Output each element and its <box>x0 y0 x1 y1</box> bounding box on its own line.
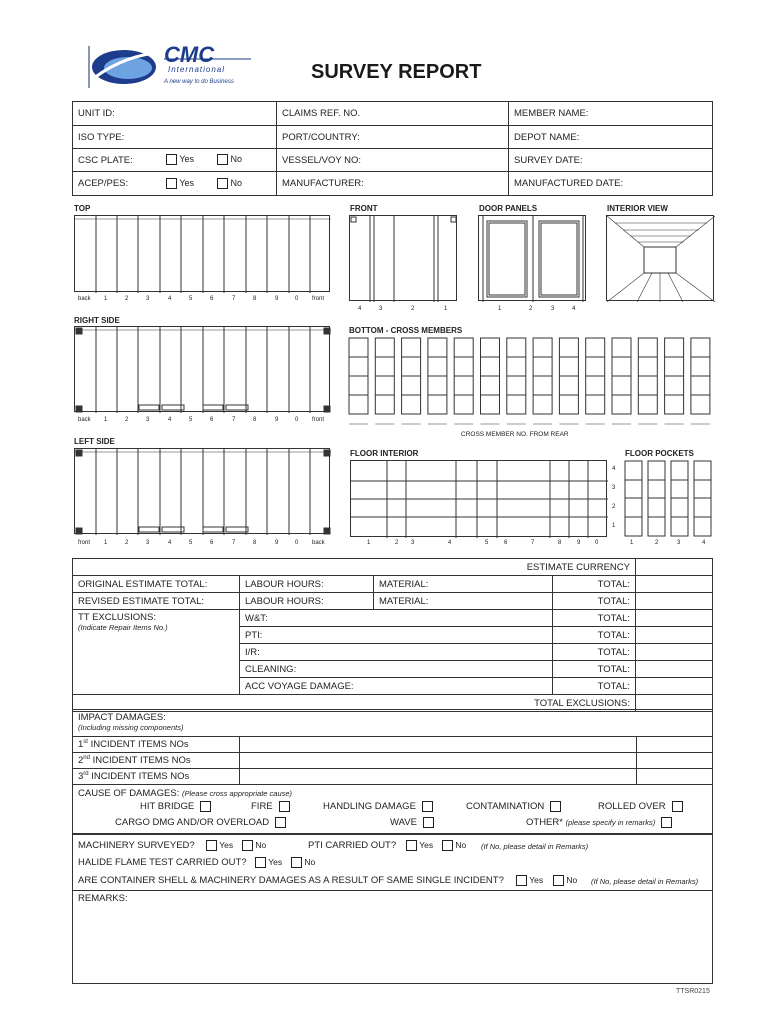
position-number: 0 <box>595 540 599 546</box>
pti-field[interactable]: PTI: <box>240 627 553 644</box>
total-exclusions-label: TOTAL EXCLUSIONS: <box>73 695 636 712</box>
wave-checkbox[interactable] <box>423 817 434 828</box>
interior-view-diagram[interactable] <box>606 215 714 301</box>
position-number: 5 <box>189 540 193 546</box>
machinery-no-checkbox[interactable] <box>242 840 253 851</box>
shell-question: ARE CONTAINER SHELL & MACHINERY DAMAGES AS A RESULT OF SAME SINGLE INCIDENT? <box>78 875 504 886</box>
position-number: 4 <box>168 417 172 423</box>
survey-date-field[interactable]: SURVEY DATE: <box>509 149 713 172</box>
position-number: 9 <box>275 540 279 546</box>
position-number: front <box>312 296 325 302</box>
right-side-label: RIGHT SIDE <box>74 316 120 325</box>
position-number: 3 <box>677 540 681 546</box>
pti-no-checkbox[interactable] <box>442 840 453 851</box>
csc-plate-field: CSC PLATE: Yes No <box>73 149 277 172</box>
csc-no-checkbox[interactable] <box>217 154 228 165</box>
door-panels-diagram[interactable] <box>478 215 586 301</box>
incident-1-value[interactable] <box>637 737 713 753</box>
front-diagram[interactable] <box>349 215 457 301</box>
position-number: 8 <box>253 540 257 546</box>
interior-view-label: INTERIOR VIEW <box>607 204 668 213</box>
original-total-label: TOTAL: <box>553 576 636 593</box>
logo-tagline: A new way to do Business <box>164 79 234 85</box>
incident-2-field[interactable] <box>240 753 637 769</box>
position-number: 9 <box>275 417 279 423</box>
right-side-diagram[interactable] <box>74 326 330 412</box>
position-number: 7 <box>531 540 535 546</box>
row-number: 1 <box>612 523 616 529</box>
impact-note: (Including missing components) <box>78 723 184 732</box>
cleaning-field[interactable]: CLEANING: <box>240 661 553 678</box>
door-numbers <box>478 306 586 314</box>
floor-pockets-diagram[interactable] <box>624 460 714 537</box>
floor-interior-label: FLOOR INTERIOR <box>350 449 419 458</box>
cleaning-total-value[interactable] <box>636 661 713 678</box>
machinery-question: MACHINERY SURVEYED? <box>78 840 195 851</box>
position-number: 3 <box>146 417 150 423</box>
position-number: 7 <box>232 540 236 546</box>
position-number: 2 <box>125 540 129 546</box>
position-number: 5 <box>485 540 489 546</box>
position-number: 2 <box>529 306 533 312</box>
contamination-checkbox[interactable] <box>550 801 561 812</box>
position-number: 3 <box>411 540 415 546</box>
original-total-value[interactable] <box>636 576 713 593</box>
manufacturer-field[interactable]: MANUFACTURER: <box>277 172 509 196</box>
position-number: 4 <box>168 540 172 546</box>
left-side-label: LEFT SIDE <box>74 437 115 446</box>
acep-yes-checkbox[interactable] <box>166 178 177 189</box>
position-number: 4 <box>572 306 576 312</box>
front-numbers <box>349 306 457 314</box>
ir-total-value[interactable] <box>636 644 713 661</box>
pocket-numbers <box>624 540 714 548</box>
row-number: 4 <box>612 466 616 472</box>
row-number: 2 <box>612 504 616 510</box>
estimate-currency-value[interactable] <box>636 559 713 576</box>
vessel-voy-field[interactable]: VESSEL/VOY NO: <box>277 149 509 172</box>
cargo-dmg-checkbox[interactable] <box>275 817 286 828</box>
position-number: back <box>312 540 325 546</box>
position-number: 1 <box>104 540 108 546</box>
left-side-numbers <box>74 540 330 548</box>
corner-casting <box>76 406 82 412</box>
pti-note: (If No, please detail in Remarks) <box>481 842 589 851</box>
position-number: 6 <box>210 296 214 302</box>
corner-casting <box>324 406 330 412</box>
incident-2-label: 2nd INCIDENT ITEMS NOs <box>73 753 240 769</box>
forklift-pocket <box>226 405 248 410</box>
revised-total-label: TOTAL: <box>553 593 636 610</box>
halide-question: HALIDE FLAME TEST CARRIED OUT? <box>78 857 247 868</box>
forklift-pocket <box>203 405 223 410</box>
position-number: 2 <box>655 540 659 546</box>
halide-yes-checkbox[interactable] <box>255 857 266 868</box>
claims-ref-field[interactable]: CLAIMS REF. NO. <box>277 102 509 126</box>
left-side-diagram[interactable] <box>74 448 330 534</box>
pti-question: PTI CARRIED OUT? <box>308 840 397 851</box>
corner-casting <box>76 528 82 534</box>
position-number: 0 <box>295 417 299 423</box>
position-number: front <box>78 540 91 546</box>
acc-voyage-total-value[interactable] <box>636 678 713 695</box>
estimate-currency-label: ESTIMATE CURRENCY <box>73 559 636 576</box>
shell-yes-checkbox[interactable] <box>516 875 527 886</box>
hit-bridge-checkbox[interactable] <box>200 801 211 812</box>
handling-damage-checkbox[interactable] <box>422 801 433 812</box>
wt-total-value[interactable] <box>636 610 713 627</box>
corner-casting <box>324 328 330 334</box>
forklift-pocket <box>226 527 248 532</box>
position-number: 1 <box>104 296 108 302</box>
position-number: back <box>78 296 91 302</box>
page-title: SURVEY REPORT <box>311 61 482 83</box>
shell-note: (If No, please detail in Remarks) <box>591 877 699 886</box>
position-number: 9 <box>275 296 279 302</box>
position-number: 3 <box>146 540 150 546</box>
corner-casting <box>324 528 330 534</box>
corner-casting <box>76 328 82 334</box>
floor-interior-diagram[interactable] <box>350 460 607 537</box>
ir-field[interactable]: I/R: <box>240 644 553 661</box>
floor-row-numbers <box>610 460 620 537</box>
remarks-field[interactable] <box>72 891 713 984</box>
top-label: TOP <box>74 204 91 213</box>
top-diagram[interactable] <box>74 215 330 292</box>
position-number: 7 <box>232 417 236 423</box>
front-label: FRONT <box>350 204 378 213</box>
position-number: 5 <box>189 296 193 302</box>
company-logo <box>86 44 256 90</box>
original-labour-field[interactable]: LABOUR HOURS: <box>240 576 374 593</box>
incident-1-label: 1st INCIDENT ITEMS NOs <box>73 737 240 753</box>
halide-no-checkbox[interactable] <box>291 857 302 868</box>
position-number: 2 <box>411 306 415 312</box>
position-number: 1 <box>367 540 371 546</box>
fire-checkbox[interactable] <box>279 801 290 812</box>
tt-exclusions-cell: TT EXCLUSIONS: (Indicate Repair Items No.) <box>73 610 240 695</box>
questions-section: MACHINERY SURVEYED? Yes No PTI CARRIED OUT? Yes No (If No, please detail in Remarks) HALIDE FLAME TEST CARRIED OUT? Yes No ARE CONTAINER SHELL & MACHINERY DAMAGES AS A RESULT OF SAME SINGLE INCIDENT? Yes No (If No, please detail in Remarks) <box>72 834 713 891</box>
right-side-numbers <box>74 417 330 425</box>
position-number: 8 <box>253 296 257 302</box>
position-number: 1 <box>498 306 502 312</box>
door-panels-label: DOOR PANELS <box>479 204 538 213</box>
position-number: front <box>312 417 325 423</box>
position-number: 1 <box>104 417 108 423</box>
forklift-pocket <box>139 527 159 532</box>
position-number: 2 <box>125 296 129 302</box>
acc-voyage-field[interactable]: ACC VOYAGE DAMAGE: <box>240 678 553 695</box>
estimate-table: ESTIMATE CURRENCY ORIGINAL ESTIMATE TOTAL: LABOUR HOURS: MATERIAL: TOTAL: REVISED ESTIMATE TOTAL: LABOUR HOURS: MATERIAL: TOTAL: TT EXCLUSIONS: (Indicate Repair Items No.) W&T: TOTAL: PTI: TOTAL: I/R: TOTAL: CLEANING: TOTAL: ACC VOYAGE DAMAGE: TOTAL: TOTAL EXCLUSIONS: <box>72 558 713 712</box>
corner-casting <box>76 450 82 456</box>
position-number: 2 <box>125 417 129 423</box>
position-number: 3 <box>551 306 555 312</box>
csc-yes-checkbox[interactable] <box>166 154 177 165</box>
incident-1-field[interactable] <box>240 737 637 753</box>
bottom-cross-members-diagram[interactable] <box>348 337 714 427</box>
wt-field[interactable]: W&T: <box>240 610 553 627</box>
top-numbers <box>74 296 330 304</box>
cross-member-note: CROSS MEMBER NO. FROM REAR <box>461 431 569 438</box>
original-estimate-label: ORIGINAL ESTIMATE TOTAL: <box>73 576 240 593</box>
acep-pes-field: ACEP/PES: Yes No <box>73 172 277 196</box>
incident-3-label: 3rd INCIDENT ITEMS NOs <box>73 769 240 785</box>
machinery-yes-checkbox[interactable] <box>206 840 217 851</box>
logo-sub: International <box>168 65 226 74</box>
iso-type-field[interactable]: ISO TYPE: <box>73 126 277 149</box>
position-number: 9 <box>577 540 581 546</box>
incident-3-value[interactable] <box>637 769 713 785</box>
position-number: 4 <box>168 296 172 302</box>
cause-note: (Please cross appropriate cause) <box>182 789 293 798</box>
corner-casting <box>324 450 330 456</box>
revised-total-value[interactable] <box>636 593 713 610</box>
position-number: 7 <box>232 296 236 302</box>
bottom-label: BOTTOM - CROSS MEMBERS <box>349 326 463 335</box>
port-country-field[interactable]: PORT/COUNTRY: <box>277 126 509 149</box>
revised-material-field[interactable]: MATERIAL: <box>374 593 553 610</box>
position-number: 8 <box>253 417 257 423</box>
manufactured-date-field[interactable]: MANUFACTURED DATE: <box>509 172 713 196</box>
forklift-pocket <box>203 527 223 532</box>
shell-no-checkbox[interactable] <box>553 875 564 886</box>
pti-yes-checkbox[interactable] <box>406 840 417 851</box>
position-number: 4 <box>358 306 362 312</box>
row-number: 3 <box>612 485 616 491</box>
original-material-field[interactable]: MATERIAL: <box>374 576 553 593</box>
impact-damages-cell: IMPACT DAMAGES: (Including missing components) <box>73 710 713 737</box>
acep-no-checkbox[interactable] <box>217 178 228 189</box>
position-number: 1 <box>444 306 448 312</box>
impact-table <box>72 709 713 785</box>
member-name-field[interactable]: MEMBER NAME: <box>509 102 713 126</box>
position-number: 3 <box>146 296 150 302</box>
position-number: 4 <box>702 540 706 546</box>
incident-2-value[interactable] <box>637 753 713 769</box>
position-number: 4 <box>448 540 452 546</box>
position-number: 6 <box>210 417 214 423</box>
cause-section: CAUSE OF DAMAGES: (Please cross appropriate cause) HIT BRIDGE FIRE HANDLING DAMAGE CONTAMINATION ROLLED OVER CARGO DMG AND/OR OVERLOAD WAVE OTHER* (please specify in remarks) <box>72 785 713 834</box>
remarks-label: REMARKS: <box>78 893 128 904</box>
header-table <box>72 101 713 196</box>
forklift-pocket <box>139 405 159 410</box>
position-number: 8 <box>558 540 562 546</box>
floor-pockets-label: FLOOR POCKETS <box>625 449 694 458</box>
unit-id-field[interactable]: UNIT ID: <box>73 102 277 126</box>
position-number: 6 <box>504 540 508 546</box>
logo-brand: CMC <box>164 42 215 67</box>
position-number: 0 <box>295 296 299 302</box>
floor-numbers <box>350 540 607 548</box>
rolled-over-checkbox[interactable] <box>672 801 683 812</box>
tt-exclusions-note: (Indicate Repair Items No.) <box>78 623 168 632</box>
position-number: 2 <box>395 540 399 546</box>
position-number: 1 <box>630 540 634 546</box>
position-number: 3 <box>379 306 383 312</box>
position-number: 5 <box>189 417 193 423</box>
depot-name-field[interactable]: DEPOT NAME: <box>509 126 713 149</box>
form-code: TTSR0215 <box>676 988 710 995</box>
position-number: 0 <box>295 540 299 546</box>
pti-total-value[interactable] <box>636 627 713 644</box>
position-number: back <box>78 417 91 423</box>
incident-3-field[interactable] <box>240 769 637 785</box>
position-number: 6 <box>210 540 214 546</box>
revised-labour-field[interactable]: LABOUR HOURS: <box>240 593 374 610</box>
other-checkbox[interactable] <box>661 817 672 828</box>
revised-estimate-label: REVISED ESTIMATE TOTAL: <box>73 593 240 610</box>
cause-title: CAUSE OF DAMAGES: <box>78 788 180 799</box>
